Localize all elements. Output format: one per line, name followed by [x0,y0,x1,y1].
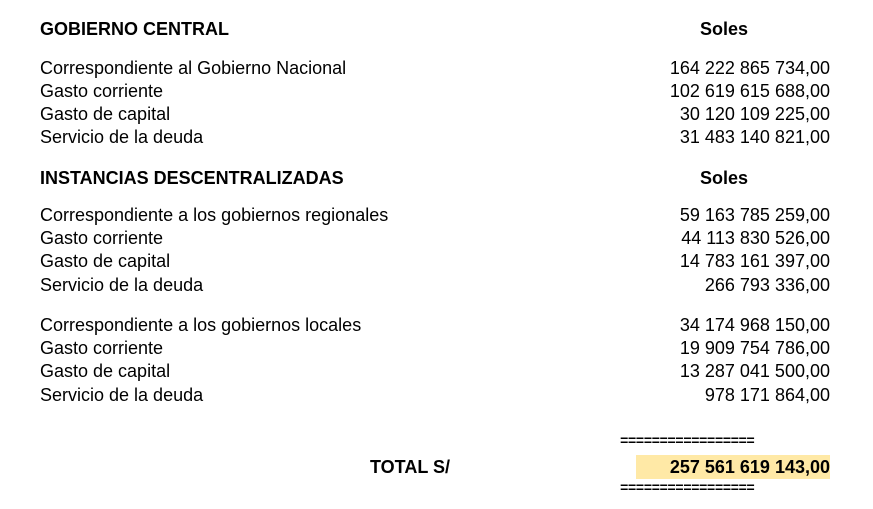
table-row [40,384,830,406]
table-row [40,360,830,382]
table-row [40,126,830,148]
total-amount: 257 561 619 143,00 [636,455,830,479]
row-label: Gasto corriente [40,228,164,248]
row-label: Gasto de capital [40,361,171,381]
unit-label: Soles [700,19,749,39]
table-row [40,57,830,79]
row-label: Servicio de la deuda [40,385,204,405]
section-title: GOBIERNO CENTRAL [40,19,229,39]
table-row [40,204,830,226]
table-row [40,250,830,272]
row-label: Correspondiente a los gobiernos regionales [40,205,389,225]
table-row [40,227,830,249]
row-amount: 31 483 140 821,00 [679,127,830,147]
row-amount: 102 619 615 688,00 [669,81,830,101]
total-label: TOTAL S/ [370,457,451,477]
row-label: Gasto de capital [40,104,171,124]
row-amount: 59 163 785 259,00 [679,205,830,225]
row-label: Gasto corriente [40,338,164,358]
unit-label: Soles [700,168,749,188]
row-label: Servicio de la deuda [40,127,204,147]
row-label: Gasto corriente [40,81,164,101]
row-amount: 13 287 041 500,00 [679,361,830,381]
section-heading-central [40,18,830,40]
double-rule-top: ================= [620,434,755,450]
row-amount: 978 171 864,00 [704,385,830,405]
table-row [40,337,830,359]
row-amount: 30 120 109 225,00 [679,104,830,124]
row-label: Correspondiente a los gobiernos locales [40,315,362,335]
row-amount: 266 793 336,00 [704,275,830,295]
row-label: Servicio de la deuda [40,275,204,295]
table-row [40,274,830,296]
row-amount: 44 113 830 526,00 [681,228,830,248]
section-heading-decentralized [40,167,830,189]
row-label: Correspondiente al Gobierno Nacional [40,58,347,78]
table-row [40,80,830,102]
row-amount: 14 783 161 397,00 [679,251,830,271]
double-rule-bottom: ================= [620,481,755,497]
row-amount: 164 222 865 734,00 [669,58,830,78]
table-row [40,103,830,125]
section-title: INSTANCIAS DESCENTRALIZADAS [40,168,344,188]
row-label: Gasto de capital [40,251,171,271]
table-row [40,314,830,336]
row-amount: 19 909 754 786,00 [679,338,830,358]
row-amount: 34 174 968 150,00 [679,315,830,335]
